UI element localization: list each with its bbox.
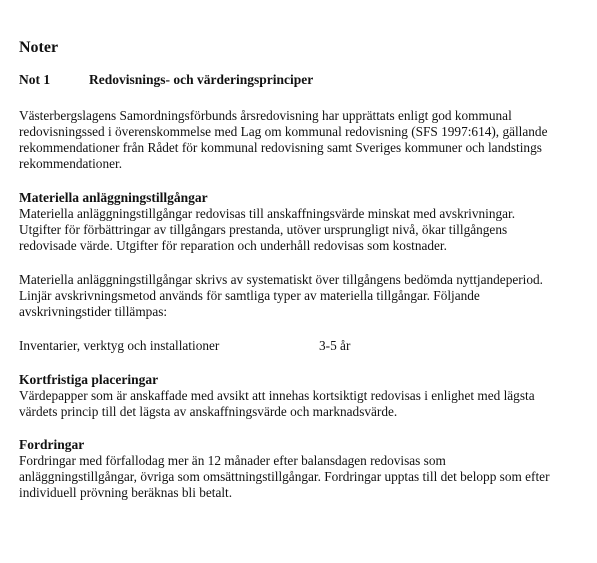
text-line: individuell prövning beräknas bli betalt. <box>19 485 233 500</box>
section-materiella <box>19 190 584 354</box>
text-line: värdets princip till det lägsta av anskaffningsvärde och marknadsvärde. <box>19 404 398 419</box>
text-line: redovisade värde. Utgifter för reparation och underhåll redovisas som kostnader. <box>19 238 447 253</box>
note-number: Not 1 <box>19 72 51 87</box>
page-title: Noter <box>19 39 59 56</box>
spacer <box>19 354 584 372</box>
section-heading: Materiella anläggningstillgångar <box>19 190 208 205</box>
text-line: redovisningssed i överenskommelse med Lag om kommunal redovisning (SFS 1997:614), gällande <box>19 124 548 139</box>
spacer <box>19 172 584 190</box>
document-page <box>19 38 584 501</box>
text-line: rekommendationer från Rådet för kommunal redovisning samt Sveriges kommuner och landstings <box>19 140 542 155</box>
section-fordringar <box>19 437 584 501</box>
text-line: Materiella anläggningstillgångar skrivs av systematiskt över tillgångens bedömda nyttjandeperiod. <box>19 272 543 287</box>
text-line: Fordringar med förfallodag mer än 12 månader efter balansdagen redovisas som <box>19 453 446 468</box>
section-heading: Fordringar <box>19 437 85 452</box>
section-kortfristiga <box>19 372 584 420</box>
intro-paragraph <box>19 108 584 172</box>
spacer <box>19 320 584 338</box>
note-heading <box>19 71 584 89</box>
text-line: Materiella anläggningstillgångar redovisas till anskaffningsvärde minskat med avskrivningar. <box>19 206 516 221</box>
spacer <box>19 254 584 272</box>
text-line: avskrivningstider tillämpas: <box>19 304 168 319</box>
text-line: rekommendationer. <box>19 156 123 171</box>
text-line: Utgifter för förbättringar av tillgångars prestanda, utöver ursprungligt nivå, ökar tillgångens <box>19 222 508 237</box>
depreciation-row <box>19 338 584 354</box>
section-heading: Kortfristiga placeringar <box>19 372 159 387</box>
text-line: Linjär avskrivningsmetod används för samtliga typer av materiella tillgångar. Följande <box>19 288 480 303</box>
text-line: Värdepapper som är anskaffade med avsikt att innehas kortsiktigt redovisas i enlighet med lägsta <box>19 388 535 403</box>
note-title: Redovisnings- och värderingsprinciper <box>89 72 314 87</box>
depreciation-label: Inventarier, verktyg och installationer <box>19 338 220 353</box>
text-line: Västerbergslagens Samordningsförbunds årsredovisning har upprättats enligt god kommunal <box>19 108 512 123</box>
text-line: anläggningstillgångar, övriga som omsättningstillgångar. Fordringar upptas till det belopp som efter <box>19 469 550 484</box>
depreciation-value: 3-5 år <box>319 338 351 353</box>
spacer <box>19 420 584 437</box>
